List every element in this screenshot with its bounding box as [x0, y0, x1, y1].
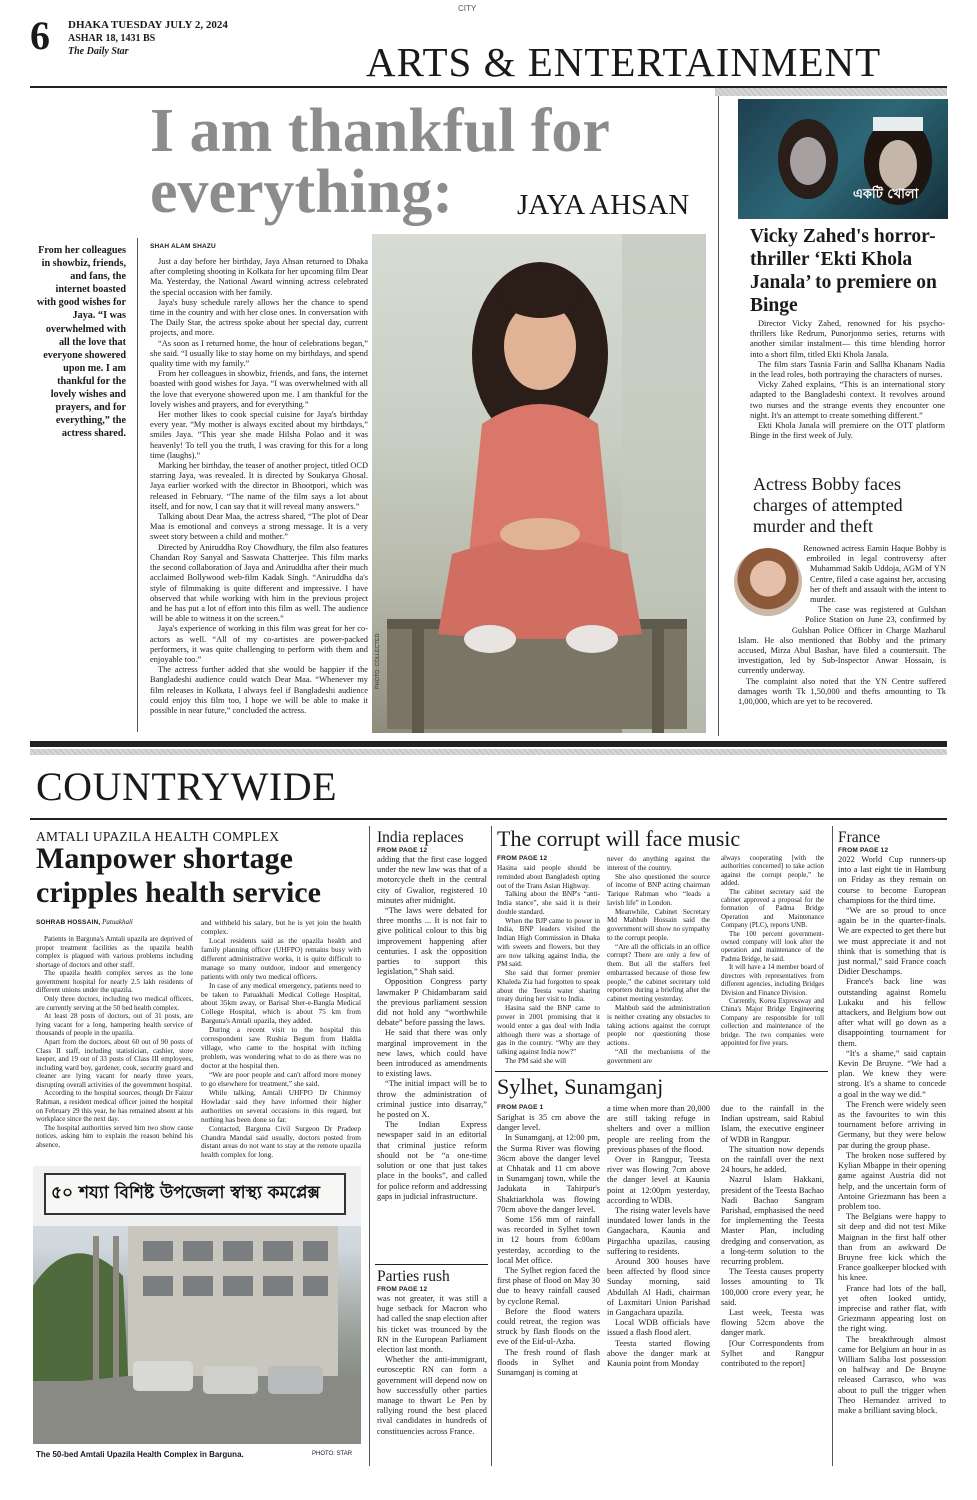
bobby-paragraph: Renowned actress Eamin Haque Bobby is embroiled in legal controversy after Muhammad Sakib Uddoja, AGM of YN Centre, filed a case against her, accusing her of theft and assault with the intent to murder.	[803, 544, 946, 605]
countrywide-top-rule	[30, 741, 947, 747]
vicky-paragraph: Director Vicky Zahed, renowned for his psycho-thrillers like Redrum, Punorjonmo series, returns with another similar instalment— this time blending horror into a short film, titled Ekti Khola Janala.	[750, 319, 945, 359]
corrupt-paragraph: She also questioned the source of income of BNP acting chairman Tarique Rahman who “leads a lavish life” in London.	[607, 872, 710, 907]
sylhet-paragraph: In Sunamganj, at 12:00 pm, the Surma River was flowing 36cm above the danger level at Chhatak and 11 cm above in Sunamganj town, while the Jadukata in Tahirpur's Shaktiarkhola was flowing 70cm above the danger level.	[497, 1133, 600, 1214]
india-paragraph: He said that there was only marginal improvement in the new laws, which could have been introduced as amendments to existing laws.	[377, 1028, 487, 1079]
sylhet-from-page: FROM PAGE 1	[497, 1104, 544, 1111]
sylhet-col3	[721, 1104, 824, 1369]
sylhet-paragraph: Local WDB officials have issued a flash flood alert.	[607, 1318, 710, 1338]
jaya-photo-credit: PHOTO: COLLECTED	[375, 633, 381, 689]
lead-headline-name: JAYA AHSAN	[517, 189, 690, 221]
france-paragraph: “We are so proud to once again be in the quarter-finals. We are expected to get there but we must appreciate it and not think that is something that is just normal,” said France coach Didier Deschamps.	[838, 906, 946, 977]
france-paragraph: The breakthrough almost came for Belgium an hour in as William Saliba lost possession on halfway and De Bruyne released Carrasco, who was about to pull the trigger when Theo Hernandez arrived to make a brilliant saving block.	[838, 1334, 946, 1415]
india-paragraph: The Indian Express newspaper said in an editorial that criminal justice reform should not be “a one-time solution or one that just takes place in the books”, and called for police reform and addressing gaps in judicial infrastructure.	[377, 1120, 487, 1201]
india-headline: India replaces	[377, 829, 464, 846]
vicky-paragraph: Vicky Zahed explains, “This is an international story adapted to the Bangladeshi context. It revolves around two nurses and the strange events they encounter one night. It's an attempt to create something different.”	[750, 380, 945, 420]
dateline: DHAKA TUESDAY JULY 2, 2024	[68, 19, 228, 31]
sylhet-col1	[497, 1113, 600, 1378]
amtali-byline-name: SOHRAB HOSSAIN,	[36, 919, 101, 926]
amtali-headline-line2: cripples health service	[36, 876, 321, 909]
india-paragraph: adding that the first case logged under the new law was that of a motorcycle theft in the central city of Gwalior, registered 10 minutes after midnight.	[377, 855, 487, 905]
sidebar-divider	[718, 96, 719, 736]
corrupt-col2	[607, 855, 710, 1065]
sylhet-paragraph: The fresh round of flash floods in Sylhet and Sunamganj is coming at	[497, 1347, 600, 1378]
lead-headline-line1: I am thankful for	[150, 97, 610, 165]
bobby-headline: Actress Bobby faces charges of attempted murder and theft	[753, 474, 903, 536]
sylhet-paragraph: Before the flood waters could retreat, the region was struck by flash floods on the eve of the Eid-ul-Azha.	[497, 1306, 600, 1347]
france-paragraph: 2022 World Cup runners-up into a last eight tie in Hamburg on Friday as they remain on course to become European champions for the third time.	[838, 855, 946, 905]
amtali-paragraph: At least 28 posts of doctors, out of 31 posts, are lying vacant for a long, hampering health service of thousands of people in the upazila.	[36, 1012, 193, 1038]
corrupt-paragraph: always cooperating [with the authorities concerned] to take action against the corrupt people,” he added.	[721, 855, 824, 888]
corrupt-paragraph: The 100 percent government-owned company will look after the operation and maintenance of the Padma Bridge, he said.	[721, 930, 824, 963]
corrupt-paragraph: Talking about the BNP's “anti-India stance”, she said it is their double standard.	[497, 890, 600, 916]
corrupt-paragraph: Meanwhile, Cabinet Secretary Md Mahbub Hossain said the government will show no sympathy to the corrupt people.	[607, 907, 711, 942]
corrupt-paragraph: When the BJP came to power in India, BNP leaders visited the Indian High Commission in Dhaka with sweets and flowers, but they are now talking against India, the PM said.	[497, 916, 600, 969]
france-paragraph: France had lots of the ball, yet often looked untidy, imprecise and rather flat, with Griezmann appearing lost on the right wing.	[838, 1283, 946, 1334]
poster-title: একটি খোলা	[853, 187, 919, 202]
amtali-paragraph: In case of any medical emergency, patients need to be taken to Patuakhali Medical College Hospital, about 35km away, or Barisal Sher-e-Bangla Medical College Hospital, which is about 75 km from Barguna's Amtali upazila, they added.	[201, 980, 361, 1026]
amtali-paragraph: During a recent visit to the hospital this correspondent saw Rushia Begum from Haldia village, who came to the hospital with itching problem, was wondering what to do as there was no doctor at the hospital then.	[201, 1025, 361, 1070]
column-divider	[832, 826, 833, 1466]
corrupt-paragraph: “All the mechanisms of the government are	[607, 1047, 710, 1065]
bangla-date: ASHAR 18, 1431 BS	[68, 33, 156, 44]
corrupt-from-page: FROM PAGE 12	[497, 855, 548, 862]
corrupt-paragraph: Hasina said the BNP came to power in 2001 promising that it would enter a gas deal with India although there was a shortage of gas in the country. “Why are they talking against India now?”	[497, 1004, 600, 1057]
amtali-byline-place: Patuakhali	[102, 918, 133, 926]
page-number: 6	[30, 13, 50, 58]
lead-byline: SHAH ALAM SHAZU	[150, 243, 216, 250]
parties-from-page: FROM PAGE 12	[377, 1286, 428, 1293]
amtali-paragraph: The hospital authorities served him two show cause notices, asking him to explain the reason behind his absence,	[36, 1123, 193, 1149]
lead-headline-line2: everything:	[150, 158, 454, 226]
india-paragraph: “The laws were debated for three months ... It is not fair to give political colour to this big improvement happening after centuries. I ask the opposition parties to support this legislation,” Shah said.	[377, 906, 487, 977]
sylhet-paragraph: Nazrul Islam Hakkani, president of the Teesta Bachao Nadi Bachao Sangram Parishad, emphasised the need for implementing the Teesta Master Plan, including dredging and conservation, as a long-term solution to the recurring problem.	[721, 1175, 824, 1267]
amtali-sign-text: ৫০ শয্যা বিশিষ্ট উপজেলা স্বাস্থ্য কমপ্লেক্স	[51, 1183, 320, 1203]
jaya-ahsan-photo	[372, 234, 706, 733]
corrupt-paragraph: “Are all the officials in an office corrupt? There are only a few of them. But all the staffers feel embarrassed because of those few people,” the cabinet secretary told reporters during a briefing after the cabinet meeting yesterday.	[607, 942, 710, 1004]
india-from-page: FROM PAGE 12	[377, 847, 428, 854]
paper-logo: The Daily Star	[68, 46, 129, 57]
amtali-paragraph: Patients in Barguna's Amtali upazila are deprived of proper treatment facilities as the upazila health complex is plagued with various problems including shortage of doctors and other staff.	[36, 935, 193, 969]
lead-paragraph: Directed by Aniruddha Roy Chowdhury, the film also features Chandan Roy Sanyal and Saswata Chatterjee. This film marks the second collaboration of Jaya and Aniruddha after their much acclaimed Bollywood web-film Kadak Singh. “Aniruddha da's style of filmmaking is quite different and impressive. I have observed that while working with him in the previous project and he has put a lot of effort into this film as well. The audience will be able to witness it on the screen.”	[150, 542, 368, 624]
amtali-photo-caption: The 50-bed Amtali Upazila Health Complex in Barguna.	[36, 1450, 244, 1459]
lead-paragraph: From her colleagues in showbiz, friends, and fans, the internet boasted with good wishes for Jaya. “I was overwhelmed with all the love that everyone showered upon me. I am thankful for the lovely wishes and prayers, and for everything.”	[150, 369, 368, 409]
lead-article-body	[150, 257, 368, 716]
corrupt-paragraph: It will have a 14 member board of directors with representatives from different agencies, including Bridges Division and Finance Division.	[721, 964, 824, 997]
lead-paragraph: Jaya's busy schedule rarely allows her the chance to spend time in the country and with her close ones. In conversation with The Daily Star, the actress spoke about her special day, current projects, and more.	[150, 297, 368, 338]
sylhet-paragraph: [Our Correspondents from Sylhet and Rangpur contributed to the report]	[721, 1338, 824, 1369]
france-paragraph: The Belgians were happy to sit deep and did not test Mike Maignan in the first half other than from an awkward De Bruyne free kick which the France goalkeeper blocked with his knee.	[838, 1212, 946, 1283]
france-from-page: FROM PAGE 12	[838, 847, 889, 854]
india-paragraph: Opposition Congress party lawmaker P Chidambaram said the previous parliament session did not hold any “worthwhile debate” before passing the laws.	[377, 977, 487, 1028]
france-paragraph: France's back line was outstanding against Romelu Lukaku and his fellow attackers, and Belgium bow out after what will go down as a disappointing tournament for them.	[838, 977, 946, 1048]
lead-paragraph: Just a day before her birthday, Jaya Ahsan returned to Dhaka after completing shooting in Kolkata for her upcoming film Dear Ma. Yesterday, the National Award winning actress celebrated the special occasion with her family.	[150, 257, 368, 297]
parties-headline: Parties rush	[377, 1268, 450, 1285]
france-headline: France	[838, 829, 881, 846]
vicky-paragraph: The film stars Tasnia Farin and Sallha Khanam Nadia in the lead roles, both portraying the characters of nurses.	[750, 359, 945, 380]
ekti-khola-janala-poster	[738, 99, 948, 219]
amtali-paragraph: Only three doctors, including two medical officers, are currently serving at the 50 bed health complex.	[36, 995, 193, 1012]
lead-paragraph: “As soon as I returned home, the hour of celebrations began,” she said. “I usually like to stay home on my birthdays, and spend quality time with my family.”	[150, 338, 368, 369]
corrupt-paragraph: never do anything against the interest of the country.	[607, 855, 710, 872]
sylhet-paragraph: Around 300 houses have been affected by flood since Sunday morning, said Abdullah Al Hadi, chairman of Laxmitari Union Parishad in Gangachara upazila.	[607, 1257, 710, 1318]
parties-article-body	[377, 1294, 487, 1437]
amtali-col1	[36, 935, 193, 1149]
lead-paragraph: Jaya's experience of working in this film was great for her co-actors as well. “All of my co-artistes are power-packed performers, it was quite challenging to perform with them and enjoyable too.”	[150, 624, 368, 664]
bobby-photo-wrap	[738, 544, 810, 634]
corrupt-paragraph: Hasina said people should be reminded about Bangladesh opting out of the Trans Asian Highway.	[497, 864, 600, 890]
lead-paragraph: Her mother likes to cook special cuisine for Jaya's birthday every year. “My mother is always excited about my birthdays,” smiles Jaya. “This year she made Hilsha Polao and it was heavenly! To tell you the truth, I was craving for this for a long time (laughs).”	[150, 410, 368, 460]
parties-paragraph: Whether the anti-immigrant, eurosceptic RN can form a government will depend now on how successfully other parties manage to thwart Le Pen by rallying round the best placed rival candidates in hundreds of constituencies across France.	[377, 1355, 487, 1436]
lead-paragraph: The actress further added that she would be happier if the Bangladeshi audience could watch Dear Maa. “Whenever my film releases in Kolkata, I always feel if Bangladeshi audience could enjoy this film too, I hope we will be able to make it possible in near future,” concluded the actress.	[150, 665, 368, 715]
sylhet-paragraph: Teesta started flowing above the danger mark at Kaunia point from Monday	[607, 1338, 710, 1369]
sylhet-headline: Sylhet, Sunamganj	[497, 1074, 664, 1099]
france-paragraph: The French were widely seen as the favourites to win this tournament before arriving in Germany, but they were below par during the group phase.	[838, 1099, 946, 1150]
pull-quote: From her colleagues in showbiz, friends, and fans, the internet boasted with good wishes for Jaya. “I was overwhelmed with all the love that everyone showered upon me. I am thankful for the lovely wishes and prayers, and for everything,” the actress shared.	[36, 245, 126, 440]
countrywide-title: COUNTRYWIDE	[36, 764, 338, 809]
france-paragraph: The broken nose suffered by Kylian Mbappe in their opening game against Austria did not help, and the uncertain form of Antoine Griezmann has been a problem too.	[838, 1150, 946, 1211]
india-paragraph: “The initial impact will be to throw the administration of criminal justice into disarray,” he posted on X.	[377, 1079, 487, 1120]
amtali-paragraph: and withheld his salary, but he is yet join the health complex.	[201, 918, 361, 936]
vicky-headline: Vicky Zahed's horror-thriller ‘Ekti Khola Janala’ to premiere on Binge	[750, 226, 937, 316]
lead-paragraph: Marking her birthday, the teaser of another project, titled OCD starring Jaya, was revealed. It is directed by Soukarya Ghosal. Jaya earlier worked with the director in Bhootpori, which was released in February. “The name of the film says a lot about itself, and for now, I can say that it will reveal many answers.”	[150, 461, 368, 511]
amtali-col2	[201, 919, 361, 1160]
amtali-byline	[36, 918, 133, 926]
sylhet-paragraph: The Teesta causes property losses amounting to Tk 100,000 crore every year, he said.	[721, 1267, 824, 1307]
india-article-body	[377, 855, 487, 1202]
vicky-paragraph: Ekti Khola Janala will premiere on the OTT platform Binge in the first week of July.	[750, 421, 945, 441]
corrupt-col3	[721, 855, 824, 1048]
bobby-paragraph: The case was registered at Gulshan Police Station on June 23, confirmed by Gulshan Police Officer in Charge Mazharul Islam. He also mentioned that Bobby and the primary accused, Mirza Abul Bashar, have filed a countersuit. The investigation, led by Sub-Inspector Anwar Hossain, is currently underway.	[738, 605, 946, 676]
bobby-paragraph: The complaint also noted that the YN Centre suffered damages worth Tk 1,50,000 and thefts amounting to Tk 1,00,000, which are yet to be recovered.	[738, 676, 946, 707]
sylhet-paragraph: Over in Rangpur, Teesta river was flowing 7cm above the danger level at Kaunia point at 12:00pm yesterday, according to WDB.	[607, 1155, 710, 1205]
corrupt-paragraph: Mahbub said the administration is neither creating any obstacles to taking actions against the corrupt people nor questioning those actions.	[607, 1004, 710, 1048]
section-title: ARTS & ENTERTAINMENT	[366, 39, 882, 85]
sylhet-rule	[495, 1071, 828, 1072]
amtali-paragraph: Contacted, Barguna Civil Surgeon Dr Pradeep Chandra Mandal said usually, doctors posted from distant areas do not want to stay at the remote upazila health complex for long.	[201, 1123, 361, 1160]
bobby-article-body	[738, 544, 946, 707]
countrywide-stripe	[30, 749, 947, 755]
sylhet-paragraph: due to the rainfall in the Indian upstream, said Rabiul Islam, the executive engineer of WDB in Rangpur.	[721, 1104, 824, 1144]
quote-divider	[137, 238, 138, 732]
france-paragraph: “It's a shame,” said captain Kevin De Bruyne. “We had a plan. We knew they were strong. It's a shame to concede a goal in the way we did.”	[838, 1048, 946, 1099]
amtali-headline-line1: Manpower shortage	[36, 842, 293, 875]
amtali-health-complex-photo	[33, 1166, 361, 1444]
amtali-kicker: AMTALI UPAZILA HEALTH COMPLEX	[36, 829, 280, 844]
corrupt-paragraph: Currently, Korea Expressway and China's Major Bridge Engineering Company are responsible for toll collection and maintenance of the bridge. The two companies were appointed for five years.	[721, 997, 824, 1047]
amtali-paragraph: According to the hospital sources, though Dr Faizur Rahman, a resident medical officer joined the hospital on February 29 this year, he has remained absent at his workplace since the next day.	[36, 1089, 193, 1124]
column-divider	[491, 826, 492, 1466]
corrupt-paragraph: The PM said she will	[505, 1056, 567, 1065]
amtali-paragraph: “We are poor people and can't afford more money to go elsewhere for treatment,” she said.	[201, 1069, 361, 1088]
parties-paragraph: was not greater, it was still a huge setback for Macron who had called the snap election after his ticket was trounced by the RN in the European Parliament election last month.	[377, 1294, 487, 1355]
sylhet-paragraph: Last week, Teesta was flowing 52cm above the danger mark.	[721, 1308, 824, 1338]
sylhet-col2	[607, 1104, 710, 1369]
amtali-paragraph: Local residents said as the upazila health and family planning officer (UHFPO) remains busy with different administrative works, it is quite difficult to manage so many outdoor, indoor and emergency patients with only two medical officers.	[201, 935, 361, 981]
sylhet-paragraph: The Sylhet region faced the first phase of flood on May 30 due to heavy rainfall caused by cyclone Remal.	[497, 1266, 600, 1306]
france-article-body	[838, 855, 946, 1416]
corrupt-paragraph: The cabinet secretary said the cabinet approved a proposal for the formation of Padma Bridge Operation and Maintenance Company (PLC), reports UNB.	[721, 888, 824, 930]
amtali-paragraph: Apart from the doctors, about 60 out of 90 posts of Class II staff, including statistician, cashier, store keeper, and 19 out of 33 posts of Class III employees, including ward boy, gardener, cook, security guard and cleaner are lying vacant for nearly three years, disrupting overall activities of the government hospital.	[36, 1037, 193, 1089]
countrywide-bottom-rule	[30, 818, 947, 820]
sylhet-paragraph: Sarighat is 35 cm above the danger level.	[497, 1113, 600, 1133]
sylhet-paragraph: a time when more than 20,000 are still taking refuge in shelters and over a million people are reeling from the previous phases of the flood.	[607, 1104, 710, 1154]
column-divider	[369, 826, 370, 1466]
jaya-illustration	[372, 234, 706, 733]
section-label: CITY	[458, 4, 477, 13]
vicky-article-body	[750, 319, 945, 441]
masthead-stripe	[715, 88, 947, 96]
sylhet-paragraph: The situation now depends on the rainfall over the next 24 hours, he added.	[721, 1144, 824, 1175]
amtali-paragraph: The upazila health complex serves as the lone government hospital for nearly 2.5 lakh residents of different unions under the upazila.	[36, 969, 193, 995]
amtali-paragraph: While talking, Amtali UHFPO Dr Chinmoy Howladar said they have informed their higher authorities on several occasions in this regard, but nothing has been done so far.	[201, 1087, 361, 1124]
sylhet-paragraph: The rising water levels have inundated lower lands in the Gangachara, Kaunia and Pirgachha upazilas, causing suffering to residents.	[607, 1206, 710, 1256]
lead-paragraph: Talking about Dear Maa, the actress shared, “The plot of Dear Maa is emotional and conveys a strong message. It is a very sweet story between a child and mother.”	[150, 512, 368, 542]
corrupt-paragraph: She said that former premier Khaleda Zia had forgotten to speak about the Teesta water sharing treaty during her visit to India.	[497, 969, 600, 1004]
parties-rule	[375, 1264, 488, 1265]
sylhet-paragraph: Some 156 mm of rainfall was recorded in Sylhet town in 12 hours from 6:00am yesterday, according to the local Met office.	[497, 1215, 600, 1265]
corrupt-headline: The corrupt will face music	[497, 826, 741, 851]
corrupt-col1	[497, 864, 600, 1066]
amtali-photo-credit: PHOTO: STAR	[312, 1451, 353, 1457]
